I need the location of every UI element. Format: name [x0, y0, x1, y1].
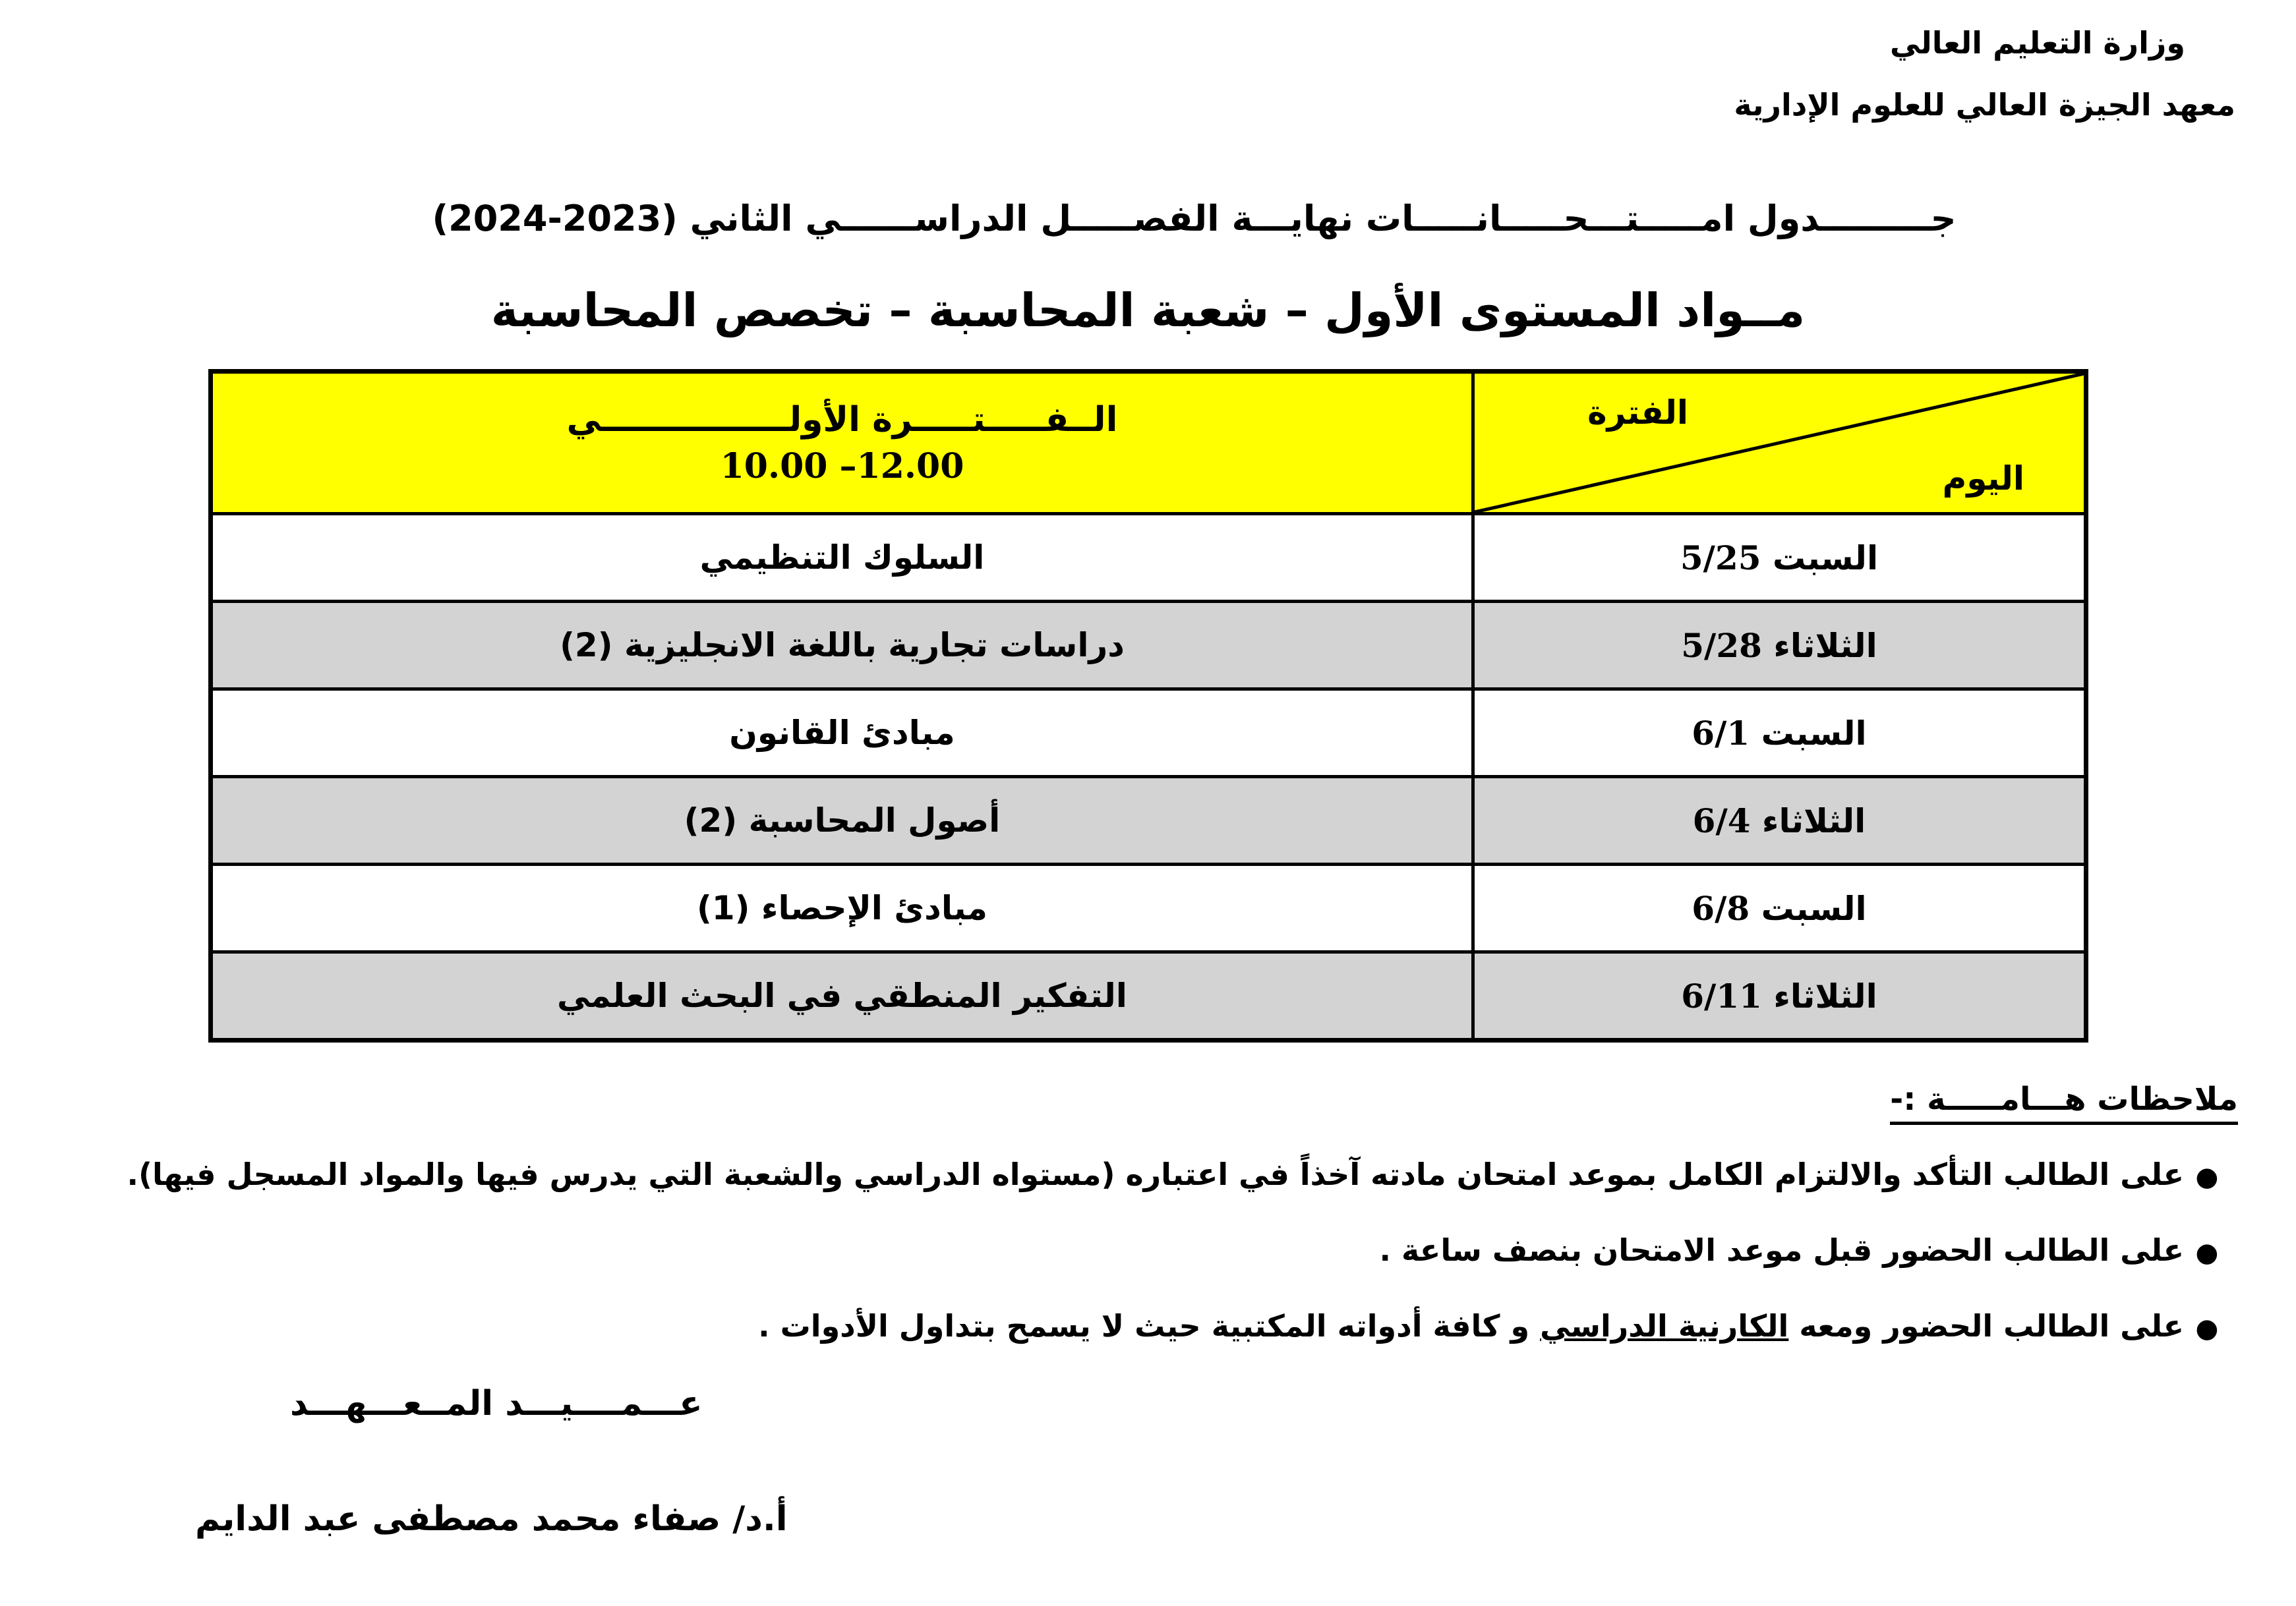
- diagonal-header-cell: [1473, 372, 2086, 514]
- schedule-subtitle: مــواد المستوى الأول – شعبة المحاسبة – تخصص المحاسبة: [490, 283, 1806, 337]
- exam-date: 6/4: [1692, 801, 1751, 840]
- table-row: [211, 514, 2086, 602]
- day-name: السبت: [1772, 538, 1879, 577]
- table-header-row: [211, 372, 2086, 514]
- table-row: [211, 689, 2086, 777]
- exam-schedule-table: [208, 369, 2088, 1043]
- table-row: [211, 865, 2086, 952]
- day-cell: [1473, 602, 2086, 689]
- subject-cell: دراسات تجارية باللغة الانجليزية (2): [211, 602, 1473, 689]
- day-cell: [1473, 514, 2086, 602]
- dean-title: عـــمــــيـــد المــعـــهـــد: [290, 1384, 703, 1423]
- subject-cell: أصول المحاسبة (2): [211, 777, 1473, 865]
- day-cell: [1473, 777, 2086, 865]
- bullet-icon: ●: [2195, 1313, 2219, 1344]
- day-name: الثلاثاء: [1761, 801, 1866, 840]
- note-text-before: على الطالب الحضور ومعه: [1788, 1308, 2184, 1344]
- note-text-underlined: الكارنية الدراسي: [1540, 1308, 1789, 1344]
- note-text: على الطالب التأكد والالتزام الكامل بموعد امتحان مادته آخذاً في اعتباره (مستواه الدراسي والشعبة التي يدرس فيها والمواد المسجل فيها).: [127, 1157, 2184, 1192]
- day-cell: [1473, 952, 2086, 1041]
- day-name: السبت: [1761, 714, 1867, 753]
- note-item: [758, 1308, 2230, 1344]
- day-cell: [1473, 689, 2086, 777]
- notes-title: ملاحظات هـــامـــــة :-: [1890, 1081, 2238, 1125]
- first-period-header: [211, 372, 1473, 514]
- exam-date: 6/1: [1692, 713, 1750, 753]
- table-row: [211, 952, 2086, 1041]
- institute-name: معهد الجيزة العالي للعلوم الإدارية: [1734, 87, 2235, 123]
- exam-date: 5/28: [1681, 625, 1762, 665]
- day-name: الثلاثاء: [1773, 626, 1877, 665]
- note-text-after: و كافة أدواته المكتبية حيث لا يسمح بتداول الأدوات .: [758, 1308, 1541, 1344]
- table-row: [211, 777, 2086, 865]
- note-text: على الطالب الحضور قبل موعد الامتحان بنصف ساعة .: [1379, 1232, 2184, 1268]
- period-label: الفترة: [1587, 393, 1688, 432]
- note-item: [1380, 1232, 2230, 1268]
- day-name: الثلاثاء: [1773, 977, 1877, 1016]
- subject-cell: التفكير المنطقي في البحث العلمي: [211, 952, 1473, 1041]
- exam-date: 6/11: [1681, 976, 1762, 1016]
- bullet-icon: ●: [2195, 1237, 2219, 1268]
- subject-cell: مبادئ القانون: [211, 689, 1473, 777]
- exam-date: 6/8: [1692, 888, 1750, 928]
- day-name: السبت: [1761, 889, 1867, 928]
- subject-cell: السلوك التنظيمي: [211, 514, 1473, 602]
- exam-date: 5/25: [1680, 538, 1761, 577]
- day-label: اليوم: [1942, 459, 2024, 498]
- period-name: الــفـــــتـــــرة الأولــــــــــــــــي: [566, 399, 1118, 440]
- subject-cell: مبادئ الإحصاء (1): [211, 865, 1473, 952]
- ministry-name: وزارة التعليم العالي: [1889, 25, 2185, 61]
- period-time: 10.00 –12.00: [720, 445, 964, 486]
- table-row: [211, 602, 2086, 689]
- note-item: [127, 1157, 2230, 1192]
- day-cell: [1473, 865, 2086, 952]
- dean-name: أ.د/ صفاء محمد مصطفى عبد الدايم: [195, 1499, 788, 1539]
- schedule-title: جـــــــــدول امـــــتـــحـــــانـــــات نهايـــة الفصـــــل الدراســــــي الثاني (2023-2024): [432, 198, 1957, 239]
- bullet-icon: ●: [2195, 1161, 2219, 1192]
